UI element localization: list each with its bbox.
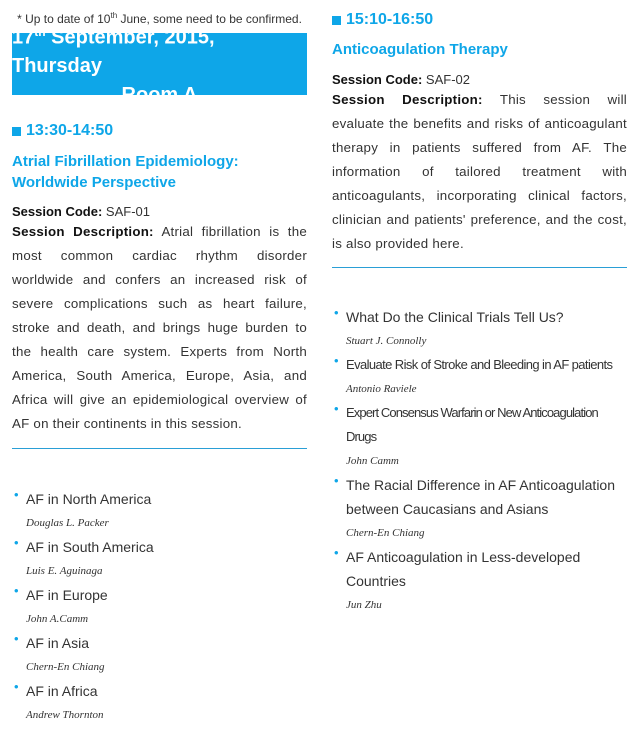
talk-title: AF in South America [26,539,154,555]
talk-title: Expert Consensus Warfarin or New Anticoagulation Drugs [346,405,598,444]
list-item [12,487,307,535]
divider [332,267,627,268]
bullet-icon: • [334,401,339,416]
square-bullet-icon [12,127,21,136]
speaker-name: Andrew Thornton [26,709,104,721]
session-description: Session Description: This session will evaluate the benefits and risks of anticoagulant therapy in patients suffered from AF. The information of tailored treatment with anticoagulants, incorporating clinical factors, clinician and patients' preference, and the cost, is also provided here. [332,92,628,251]
list-item [332,353,627,401]
session-description: Session Description: Atrial fibrillation is the most common cardiac rhythm disorder worldwide and confers an increased risk of severe complications such as heart failure, stroke and death, and brings huge burden to the health care system. Experts from North America, South America, Europe, Asia, and Africa will give an epidemiological overview of AF on their continents in this session. [12,224,308,431]
session-code: Session Code: SAF-01 [12,204,150,219]
talk-title: AF in Asia [26,635,90,651]
bullet-icon: • [334,545,339,560]
speaker-name: John Camm [346,455,399,467]
speaker-name: Jun Zhu [346,599,382,611]
speaker-name: Luis E. Aguinaga [26,565,103,577]
list-item [332,473,627,545]
bullet-icon: • [334,353,339,368]
talk-list [12,487,307,727]
session-time: 13:30-14:50 [12,122,307,140]
bullet-icon: • [14,631,19,646]
list-item [12,631,307,679]
speaker-name: Chern-En Chiang [346,527,425,539]
speaker-name: John A.Camm [26,613,89,625]
bullet-icon: • [334,305,339,320]
bullet-icon: • [14,583,19,598]
speaker-name: Chern-En Chiang [26,661,105,673]
list-item [332,401,627,473]
bullet-icon: • [14,487,19,502]
left-column [12,0,307,727]
right-column [332,0,627,617]
talk-title: What Do the Clinical Trials Tell Us? [346,309,564,325]
session-title: Anticoagulation Therapy [332,41,508,58]
talk-title: The Racial Difference in AF Anticoagulation between Caucasians and Asians [346,477,616,517]
square-bullet-icon [332,16,341,25]
talk-title: AF in Europe [26,587,108,603]
talk-title: Evaluate Risk of Stroke and Bleeding in AF patients [346,357,613,372]
talk-list [332,305,627,617]
divider [12,448,307,449]
speaker-name: Antonio Raviele [346,383,417,395]
list-item [332,305,627,353]
list-item [332,545,627,617]
session-title: Atrial Fibrillation Epidemiology: Worldwide Perspective [12,153,239,191]
update-note: * Up to date of 10th June, some need to be confirmed. [17,11,302,26]
list-item [12,583,307,631]
bullet-icon: • [14,679,19,694]
speaker-name: Douglas L. Packer [26,517,109,529]
speaker-name: Stuart J. Connolly [346,335,427,347]
list-item [12,679,307,727]
list-item [12,535,307,583]
session-code: Session Code: SAF-02 [332,72,470,87]
date-banner [12,24,307,107]
talk-title: AF in North America [26,491,152,507]
banner-room: Room A [121,84,198,107]
session-time: 15:10-16:50 [332,11,627,29]
bullet-icon: • [334,473,339,488]
talk-title: AF in Africa [26,683,98,699]
banner-date: 17th September, 2015, Thursday [12,24,215,78]
talk-title: AF Anticoagulation in Less-developed Countries [346,549,581,589]
bullet-icon: • [14,535,19,550]
